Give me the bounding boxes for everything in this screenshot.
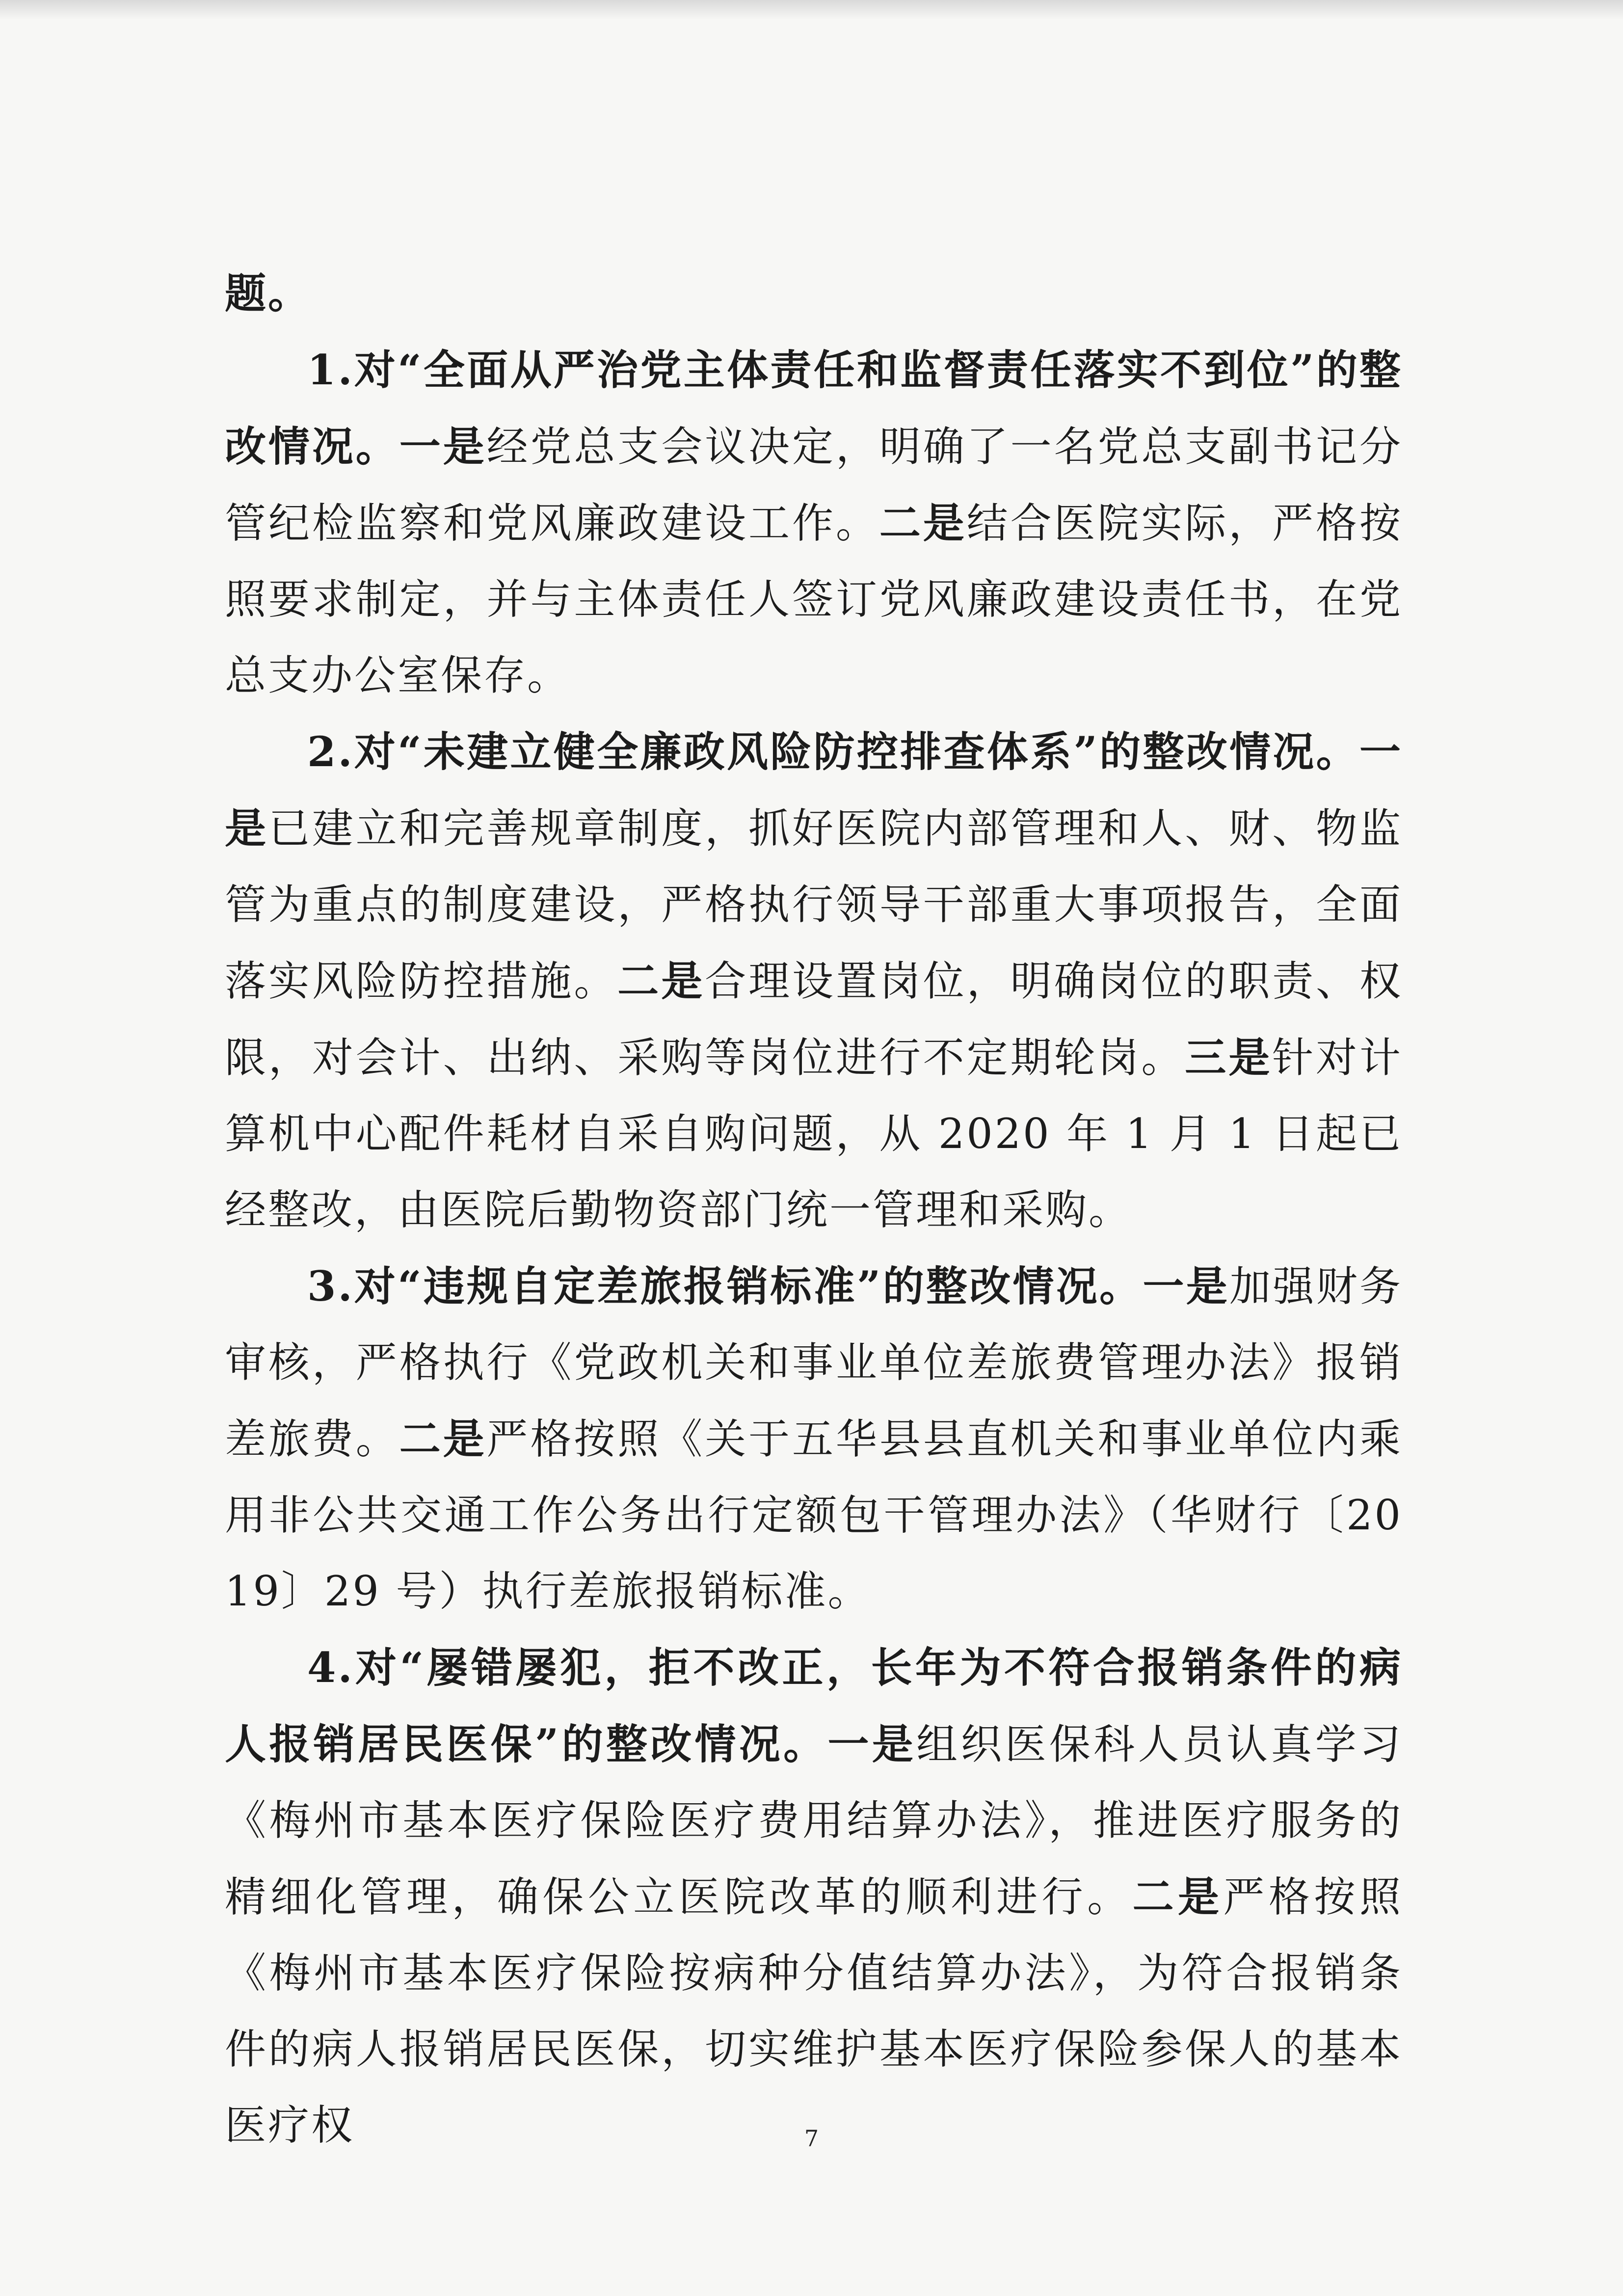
item-2-second-text: 合理设置岗位，明确岗位的职责、权限，对会计、出纳、采购等岗位进行不定期轮岗。	[225, 957, 1403, 1082]
item-2-first-marker: 一是	[225, 727, 1403, 853]
paragraph-item-1	[225, 332, 1403, 714]
page-number: 7	[804, 2125, 819, 2152]
paragraph-item-4	[225, 1629, 1403, 2163]
item-3-second-text: 严格按照《关于五华县县直机关和事业单位内乘用非公共交通工作公务出行定额包干管理办法》（华财行〔2019〕29 号）执行差旅报销标准。	[225, 1415, 1403, 1615]
item-2-third-text: 针对计算机中心配件耗材自采自购问题，从 2020 年 1 月 1 日起已经整改，由医院后勤物资部门统一管理和采购。	[225, 1034, 1403, 1234]
scan-edge-shadow	[0, 0, 1623, 20]
item-1-second-text: 结合医院实际，严格按照要求制定，并与主体责任人签订党风廉政建设责任书，在党总支办公室保存。	[225, 499, 1403, 699]
item-3-first-text: 加强财务审核，严格执行《党政机关和事业单位差旅费管理办法》报销差旅费。	[225, 1262, 1403, 1463]
document-body	[225, 255, 1403, 2163]
item-2-second-marker: 二是	[617, 957, 705, 1005]
item-1-first-marker: 一是	[399, 422, 487, 471]
item-3-heading: 3.对“违规自定差旅报销标准”的整改情况。	[307, 1262, 1143, 1310]
paragraph-item-3	[225, 1248, 1403, 1629]
item-2-first-text: 已建立和完善规章制度，抓好医院内部管理和人、财、物监管为重点的制度建设，严格执行领导干部重大事项报告，全面落实风险防控措施。	[225, 804, 1403, 1005]
item-1-heading: 1.对“全面从严治党主体责任和监督责任落实不到位”的整改情况。	[225, 346, 1403, 471]
item-4-second-marker: 二是	[1132, 1872, 1224, 1921]
item-1-second-marker: 二是	[879, 499, 967, 547]
item-2-third-marker: 三是	[1185, 1033, 1273, 1082]
item-4-first-marker: 一是	[827, 1720, 917, 1768]
item-1-first-text: 经党总支会议决定，明确了一名党总支副书记分管纪检监察和党风廉政建设工作。	[225, 423, 1403, 547]
item-4-first-text: 组织医保科人员认真学习《梅州市基本医疗保险医疗费用结算办法》，推进医疗服务的精细化管理，确保公立医院改革的顺利进行。	[225, 1720, 1403, 1921]
item-3-first-marker: 一是	[1143, 1262, 1230, 1310]
item-4-heading: 4.对“屡错屡犯，拒不改正，长年为不符合报销条件的病人报销居民医保”的整改情况。	[225, 1643, 1403, 1768]
paragraph-continuation	[225, 255, 1403, 332]
item-2-heading: 2.对“未建立健全廉政风险防控排查体系”的整改情况。	[307, 727, 1359, 776]
continuation-text: 题。	[225, 269, 312, 318]
paragraph-item-2	[225, 714, 1403, 1248]
item-4-second-text: 严格按照《梅州市基本医疗保险按病种分值结算办法》，为符合报销条件的病人报销居民医保，切实维护基本医疗保险参保人的基本医疗权	[225, 1873, 1403, 2149]
item-3-second-marker: 二是	[399, 1415, 487, 1463]
